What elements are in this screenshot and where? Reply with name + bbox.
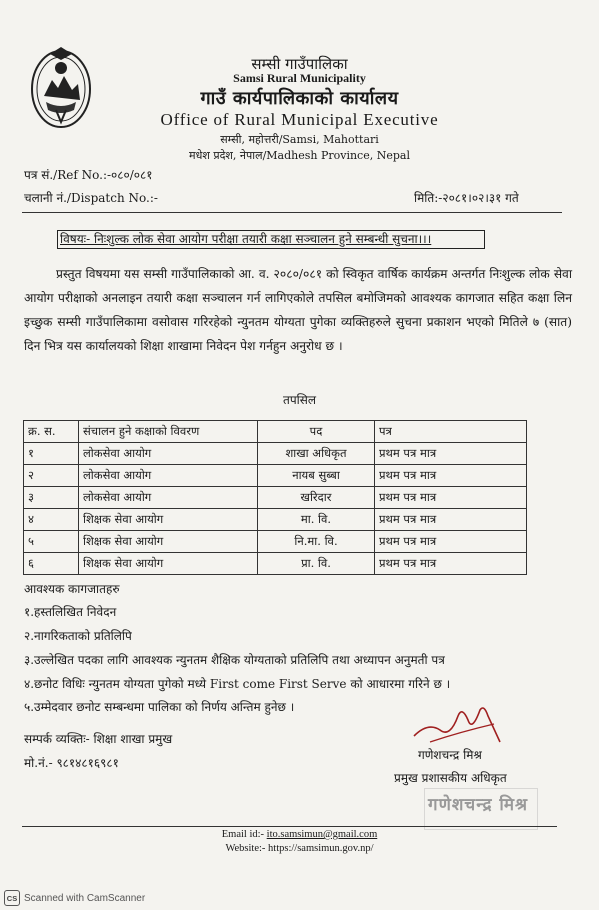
table-row (24, 443, 527, 465)
table-cell: प्रथम पत्र मात्र (375, 443, 527, 465)
signature-mark (410, 702, 506, 750)
table-header-cell: पत्र (375, 421, 527, 443)
body-paragraph (24, 262, 572, 358)
table-cell: नायब सुब्बा (258, 465, 375, 487)
table-cell: शिक्षक सेवा आयोग (79, 553, 258, 575)
office-name-np: गाउँ कार्यपालिकाको कार्यालय (200, 88, 399, 109)
table-cell: लोकसेवा आयोग (79, 487, 258, 509)
table-cell: नि.मा. वि. (258, 531, 375, 553)
letter-date: मिति:-२०८१।०२।३१ गते (414, 191, 519, 205)
table-cell: ५ (24, 531, 79, 553)
table-cell: प्रा. वि. (258, 553, 375, 575)
email-label: Email id:- (221, 829, 265, 840)
scanner-text: Scanned with CamScanner (24, 892, 146, 904)
table-cell: प्रथम पत्र मात्र (375, 465, 527, 487)
table-row (24, 487, 527, 509)
course-table (23, 420, 527, 575)
table-cell: मा. वि. (258, 509, 375, 531)
table-header-row (24, 421, 527, 443)
table-cell: शिक्षक सेवा आयोग (79, 531, 258, 553)
footer-email-line (0, 829, 599, 840)
table-cell: १ (24, 443, 79, 465)
footer-divider (22, 826, 557, 827)
table-header-cell: क्र. स. (24, 421, 79, 443)
table-row (24, 465, 527, 487)
table-row (24, 531, 527, 553)
document-item: ५.उम्मेदवार छनोट सम्बन्धमा पालिका को निर्णय अन्तिम हुनेछ । (24, 700, 295, 714)
table-cell: ४ (24, 509, 79, 531)
document-item: १.हस्तलिखित निवेदन (24, 605, 117, 619)
table-header-cell: पद (258, 421, 375, 443)
table-row (24, 509, 527, 531)
signatory-name: गणेशचन्द्र मिश्र (418, 748, 482, 762)
footer-website[interactable]: Website:- https://samsimun.gov.np/ (225, 843, 374, 854)
meta-divider (22, 212, 562, 213)
contact-mobile: मो.नं.- ९८१४८१६९८१ (24, 756, 119, 770)
table-row (24, 553, 527, 575)
reference-number: पत्र सं./Ref No.:-०८०/०८१ (24, 168, 153, 182)
table-cell: प्रथम पत्र मात्र (375, 487, 527, 509)
table-cell: प्रथम पत्र मात्र (375, 509, 527, 531)
document-item: २.नागरिकताको प्रतिलिपि (24, 629, 132, 643)
table-cell: लोकसेवा आयोग (79, 465, 258, 487)
documents-title: आवश्यक कागजातहरु (24, 582, 120, 596)
table-cell: २ (24, 465, 79, 487)
table-header-cell: संचालन हुने कक्षाको विवरण (79, 421, 258, 443)
table-cell: खरिदार (258, 487, 375, 509)
table-cell: लोकसेवा आयोग (79, 443, 258, 465)
table-cell: ३ (24, 487, 79, 509)
address-line-1: सम्सी, महोत्तरी/Samsi, Mahottari (220, 133, 379, 146)
document-item: ३.उल्लेखित पदका लागि आवश्यक न्युनतम शैक्षिक योग्यताको प्रतिलिपि तथा अध्यापन अनुमती पत्र (24, 653, 445, 667)
table-title: तपसिल (282, 393, 316, 407)
table-cell: प्रथम पत्र मात्र (375, 531, 527, 553)
table-cell: प्रथम पत्र मात्र (375, 553, 527, 575)
email-link[interactable]: ito.samsimun@gmail.com (266, 829, 378, 840)
document-item: ४.छनोट विधिः न्युनतम योग्यता पुगेको मध्ये First come First Serve को आधारमा गरिने छ । (24, 677, 451, 691)
municipality-name-en: Samsi Rural Municipality (233, 71, 366, 85)
body-text: प्रस्तुत विषयमा यस सम्सी गाउँपालिकाको आ. व. २०८०/०८१ को स्विकृत वार्षिक कार्यक्रम अन्तर्गत निःशुल्क लोक सेवा आयोग परीक्षाको अनलाइन तयारी कक्षा सञ्चालन गर्न लागिएकोले तपसिल बमोजिमको आवश्यक कागजात सहित कक्षा लिन इच्छुक सम्सी गाउँपालिकामा वसोवास गरिरहेको न्युनतम योग्यता पुगेका व्यक्तिहरुले सुचना प्रकाशन भएको मितिले ७ (सात) दिन भित्र यस कार्यालयको शिक्षा शाखामा निवेदन पेश गर्नहुन अनुरोध छ । (24, 267, 572, 353)
dispatch-number: चलानी नं./Dispatch No.:- (24, 191, 158, 205)
contact-person: सम्पर्क व्यक्तिः- शिक्षा शाखा प्रमुख (24, 732, 173, 746)
address-line-2: मधेश प्रदेश, नेपाल/Madhesh Province, Nepal (189, 149, 410, 162)
table-cell: शिक्षक सेवा आयोग (79, 509, 258, 531)
camscanner-logo-icon: CS (4, 890, 20, 906)
signatory-title: प्रमुख प्रशासकीय अधिकृत (394, 771, 507, 785)
office-name-en: Office of Rural Municipal Executive (160, 110, 439, 129)
subject-box: विषयः- निःशुल्क लोक सेवा आयोग परीक्षा तयारी कक्षा सञ्चालन हुने सम्बन्धी सुचना।।। (57, 230, 485, 249)
scanner-watermark (0, 888, 145, 908)
municipality-name-np: सम्सी गाउँपालिका (251, 55, 348, 73)
table-cell: शाखा अधिकृत (258, 443, 375, 465)
table-cell: ६ (24, 553, 79, 575)
stamp-text: गणेशचन्द्र मिश्र (428, 795, 529, 815)
